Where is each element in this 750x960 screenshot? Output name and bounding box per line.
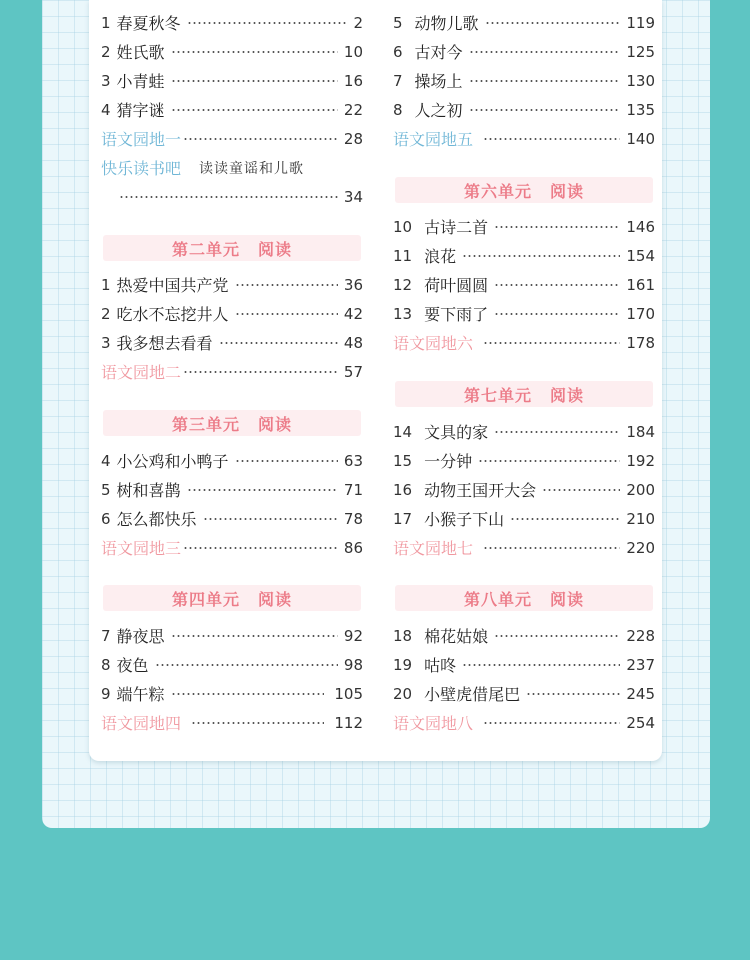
unit-name: 第四单元 xyxy=(171,589,240,609)
lesson-title: 热爱中国共产党 xyxy=(116,276,229,295)
dot-leader xyxy=(235,284,338,286)
toc-entry[interactable] xyxy=(101,446,363,475)
lesson-number: 8 xyxy=(393,100,403,119)
happy-reading-page-row xyxy=(101,182,363,211)
toc-garden-entry[interactable] xyxy=(393,124,655,153)
lesson-title: 端午粽 xyxy=(116,685,165,704)
dot-leader xyxy=(183,138,338,140)
page-number: 10 xyxy=(343,42,363,61)
garden-label: 语文园地三 xyxy=(101,539,182,558)
toc-entry[interactable] xyxy=(101,504,363,533)
page-number: 228 xyxy=(626,626,655,645)
page-number: 86 xyxy=(343,538,363,557)
page-number: 184 xyxy=(626,422,655,441)
lesson-title: 棉花姑娘 xyxy=(424,627,489,646)
lesson-number: 14 xyxy=(393,422,413,441)
lesson-number: 15 xyxy=(393,451,413,470)
page-number: 2 xyxy=(353,13,363,32)
page-number: 71 xyxy=(343,480,363,499)
toc-entry[interactable] xyxy=(393,417,655,446)
lesson-title: 小青蛙 xyxy=(116,72,165,91)
lesson-number: 6 xyxy=(393,42,403,61)
page-number: 98 xyxy=(343,655,363,674)
lesson-title: 人之初 xyxy=(414,101,463,120)
page-number: 210 xyxy=(626,509,655,528)
toc-entry[interactable] xyxy=(101,328,363,357)
dot-leader xyxy=(462,255,620,257)
toc-entry[interactable] xyxy=(393,241,655,270)
toc-entry[interactable] xyxy=(101,95,363,124)
page-number: 245 xyxy=(626,684,655,703)
dot-leader xyxy=(494,284,620,286)
unit-type: 阅读 xyxy=(550,181,585,201)
dot-leader xyxy=(171,80,338,82)
dot-leader xyxy=(187,489,338,491)
page-number: 34 xyxy=(343,187,363,206)
lesson-number: 3 xyxy=(101,71,111,90)
page-number: 78 xyxy=(343,509,363,528)
dot-leader xyxy=(469,51,621,53)
lesson-number: 11 xyxy=(393,246,413,265)
page-number: 22 xyxy=(343,100,363,119)
page-number: 125 xyxy=(626,42,655,61)
toc-entry[interactable] xyxy=(393,679,655,708)
unit-name: 第二单元 xyxy=(171,239,240,259)
page-number: 130 xyxy=(626,71,655,90)
lesson-number: 10 xyxy=(393,217,413,236)
happy-reading-label: 快乐读书吧 xyxy=(101,159,182,178)
toc-garden-entry[interactable] xyxy=(393,708,655,737)
unit-header xyxy=(395,381,653,407)
happy-reading-entry[interactable] xyxy=(101,153,363,182)
lesson-number: 2 xyxy=(101,42,111,61)
lesson-number: 18 xyxy=(393,626,413,645)
dot-leader xyxy=(171,635,338,637)
garden-label: 语文园地四 xyxy=(101,714,182,733)
dot-leader xyxy=(191,722,324,724)
lesson-title: 要下雨了 xyxy=(424,305,489,324)
lesson-number: 20 xyxy=(393,684,413,703)
dot-leader xyxy=(483,547,620,549)
toc-entry[interactable] xyxy=(393,446,655,475)
page-number: 57 xyxy=(343,362,363,381)
toc-entry[interactable] xyxy=(393,66,655,95)
dot-leader xyxy=(469,109,621,111)
lesson-title: 小猴子下山 xyxy=(424,510,505,529)
lesson-title: 咕咚 xyxy=(424,656,457,675)
lesson-title: 文具的家 xyxy=(424,423,489,442)
unit-name: 第三单元 xyxy=(171,414,240,434)
dot-leader xyxy=(494,431,620,433)
page-number: 119 xyxy=(626,13,655,32)
garden-label: 语文园地八 xyxy=(393,714,474,733)
lesson-number: 4 xyxy=(101,451,111,470)
dot-leader xyxy=(462,664,620,666)
lesson-title: 古诗二首 xyxy=(424,218,489,237)
lesson-title: 猜字谜 xyxy=(116,101,165,120)
lesson-title: 荷叶圆圆 xyxy=(424,276,489,295)
toc-entry[interactable] xyxy=(393,299,655,328)
page-number: 154 xyxy=(626,246,655,265)
lesson-title: 一分钟 xyxy=(424,452,473,471)
lesson-number: 12 xyxy=(393,275,413,294)
lesson-title: 浪花 xyxy=(424,247,457,266)
dot-leader xyxy=(526,693,620,695)
dot-leader xyxy=(183,547,338,549)
unit-header xyxy=(103,235,361,261)
dot-leader xyxy=(483,342,620,344)
lesson-number: 7 xyxy=(101,626,111,645)
dot-leader xyxy=(485,22,621,24)
page-number: 161 xyxy=(626,275,655,294)
unit-name: 第七单元 xyxy=(463,385,532,405)
page-number: 178 xyxy=(626,333,655,352)
toc-garden-entry[interactable] xyxy=(101,533,363,562)
page-number: 200 xyxy=(626,480,655,499)
dot-leader xyxy=(171,693,325,695)
lesson-title: 小公鸡和小鸭子 xyxy=(116,452,229,471)
page-number: 237 xyxy=(626,655,655,674)
page-number: 254 xyxy=(626,713,655,732)
lesson-number: 9 xyxy=(101,684,111,703)
unit-header xyxy=(103,585,361,611)
page-number: 105 xyxy=(334,684,363,703)
lesson-number: 2 xyxy=(101,304,111,323)
page-number: 112 xyxy=(334,713,363,732)
toc-entry[interactable] xyxy=(393,475,655,504)
toc-entry[interactable] xyxy=(393,504,655,533)
toc-entry[interactable] xyxy=(101,8,363,37)
unit-type: 阅读 xyxy=(550,385,585,405)
toc-entry[interactable] xyxy=(101,66,363,95)
dot-leader xyxy=(235,460,338,462)
toc-entry[interactable] xyxy=(101,270,363,299)
toc-entry[interactable] xyxy=(101,299,363,328)
garden-label: 语文园地一 xyxy=(101,130,182,149)
dot-leader xyxy=(155,664,338,666)
toc-garden-entry[interactable] xyxy=(101,124,363,153)
dot-leader xyxy=(203,518,338,520)
unit-type: 阅读 xyxy=(550,589,585,609)
lesson-title: 静夜思 xyxy=(116,627,165,646)
page-number: 28 xyxy=(343,129,363,148)
lesson-title: 吃水不忘挖井人 xyxy=(116,305,229,324)
lesson-title: 小壁虎借尾巴 xyxy=(424,685,521,704)
lesson-number: 19 xyxy=(393,655,413,674)
page-number: 192 xyxy=(626,451,655,470)
dot-leader xyxy=(171,51,338,53)
page-number: 92 xyxy=(343,626,363,645)
unit-header xyxy=(103,410,361,436)
dot-leader xyxy=(494,226,620,228)
lesson-number: 16 xyxy=(393,480,413,499)
toc-entry[interactable] xyxy=(393,621,655,650)
lesson-number: 1 xyxy=(101,275,111,294)
dot-leader xyxy=(119,196,338,198)
toc-entry[interactable] xyxy=(101,650,363,679)
toc-entry[interactable] xyxy=(393,212,655,241)
unit-type: 阅读 xyxy=(258,414,293,434)
lesson-title: 姓氏歌 xyxy=(116,43,165,62)
toc-garden-entry[interactable] xyxy=(393,328,655,357)
lesson-number: 3 xyxy=(101,333,111,352)
toc-entry[interactable] xyxy=(101,621,363,650)
toc-entry[interactable] xyxy=(101,679,363,708)
dot-leader xyxy=(483,722,620,724)
toc-garden-entry[interactable] xyxy=(101,708,363,737)
toc-entry[interactable] xyxy=(393,650,655,679)
lesson-title: 古对今 xyxy=(414,43,463,62)
garden-label: 语文园地二 xyxy=(101,363,182,382)
garden-label: 语文园地七 xyxy=(393,539,474,558)
toc-entry[interactable] xyxy=(393,95,655,124)
unit-header xyxy=(395,585,653,611)
dot-leader xyxy=(469,80,621,82)
dot-leader xyxy=(483,138,620,140)
lesson-title: 我多想去看看 xyxy=(116,334,213,353)
dot-leader xyxy=(187,22,348,24)
dot-leader xyxy=(510,518,620,520)
page-number: 16 xyxy=(343,71,363,90)
lesson-number: 7 xyxy=(393,71,403,90)
toc-garden-entry[interactable] xyxy=(101,357,363,386)
toc-entry[interactable] xyxy=(393,270,655,299)
page-number: 36 xyxy=(343,275,363,294)
dot-leader xyxy=(235,313,338,315)
lesson-number: 1 xyxy=(101,13,111,32)
dot-leader xyxy=(542,489,620,491)
lesson-number: 13 xyxy=(393,304,413,323)
page-number: 140 xyxy=(626,129,655,148)
unit-type: 阅读 xyxy=(258,589,293,609)
lesson-number: 17 xyxy=(393,509,413,528)
unit-name: 第八单元 xyxy=(463,589,532,609)
toc-entry[interactable] xyxy=(101,37,363,66)
garden-label: 语文园地五 xyxy=(393,130,474,149)
page-number: 146 xyxy=(626,217,655,236)
unit-name: 第六单元 xyxy=(463,181,532,201)
page-number: 170 xyxy=(626,304,655,323)
toc-garden-entry[interactable] xyxy=(393,533,655,562)
unit-type: 阅读 xyxy=(258,239,293,259)
dot-leader xyxy=(171,109,338,111)
toc-entry[interactable] xyxy=(393,8,655,37)
lesson-title: 春夏秋冬 xyxy=(116,14,181,33)
lesson-title: 夜色 xyxy=(116,656,149,675)
lesson-number: 5 xyxy=(393,13,403,32)
page-number: 63 xyxy=(343,451,363,470)
lesson-title: 动物王国开大会 xyxy=(424,481,537,500)
lesson-title: 操场上 xyxy=(414,72,463,91)
happy-reading-note: 读读童谣和儿歌 xyxy=(199,160,305,177)
toc-entry[interactable] xyxy=(393,37,655,66)
lesson-number: 4 xyxy=(101,100,111,119)
dot-leader xyxy=(494,635,620,637)
page-number: 48 xyxy=(343,333,363,352)
lesson-title: 树和喜鹊 xyxy=(116,481,181,500)
lesson-title: 动物儿歌 xyxy=(414,14,479,33)
garden-label: 语文园地六 xyxy=(393,334,474,353)
lesson-title: 怎么都快乐 xyxy=(116,510,197,529)
page-number: 42 xyxy=(343,304,363,323)
dot-leader xyxy=(183,371,338,373)
dot-leader xyxy=(219,342,338,344)
dot-leader xyxy=(478,460,620,462)
lesson-number: 6 xyxy=(101,509,111,528)
page-number: 220 xyxy=(626,538,655,557)
toc-entry[interactable] xyxy=(101,475,363,504)
page-number: 135 xyxy=(626,100,655,119)
unit-header xyxy=(395,177,653,203)
lesson-number: 5 xyxy=(101,480,111,499)
dot-leader xyxy=(494,313,620,315)
lesson-number: 8 xyxy=(101,655,111,674)
